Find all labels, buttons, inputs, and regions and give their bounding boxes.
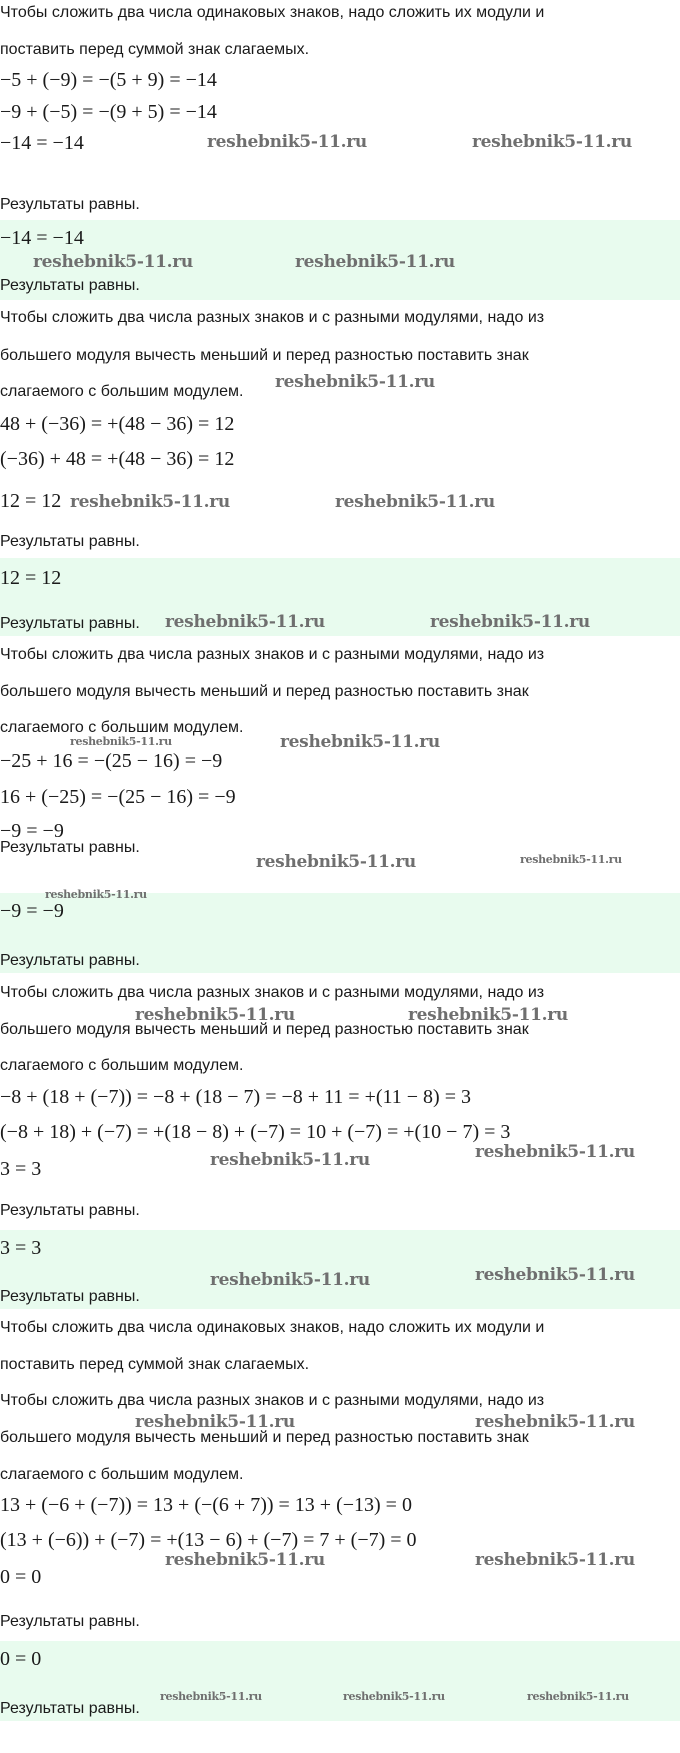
rule-text: большего модуля вычесть меньший и перед разностью поставить знак — [0, 683, 529, 700]
watermark: reshebnik5-11.ru — [70, 735, 172, 748]
answer-equation: −9 = −9 — [0, 900, 64, 922]
watermark: reshebnik5-11.ru — [280, 732, 440, 752]
result-text: Результаты равны. — [0, 1613, 140, 1630]
rule-text: Чтобы сложить два числа одинаковых знаков, надо сложить их модули и — [0, 1319, 545, 1336]
watermark: reshebnik5-11.ru — [295, 252, 455, 272]
rule-text: Чтобы сложить два числа разных знаков и с разными модулями, надо из — [0, 984, 545, 1001]
rule-text: Чтобы сложить два числа разных знаков и с разными модулями, надо из — [0, 646, 545, 663]
equation: −14 = −14 — [0, 132, 84, 154]
watermark: reshebnik5-11.ru — [207, 132, 367, 152]
watermark: reshebnik5-11.ru — [475, 1550, 635, 1570]
rule-text: Чтобы сложить два числа разных знаков и с разными модулями, надо из — [0, 1392, 545, 1409]
watermark: reshebnik5-11.ru — [430, 612, 590, 632]
rule-text: Чтобы сложить два числа разных знаков и с разными модулями, надо из — [0, 309, 545, 326]
watermark: reshebnik5-11.ru — [165, 1550, 325, 1570]
rule-text: большего модуля вычесть меньший и перед разностью поставить знак — [0, 347, 529, 364]
equation: −5 + (−9) = −(5 + 9) = −14 — [0, 69, 217, 91]
result-text: Результаты равны. — [0, 196, 140, 213]
answer-equation: 12 = 12 — [0, 567, 62, 589]
answer-result: Результаты равны. — [0, 1700, 140, 1717]
watermark: reshebnik5-11.ru — [135, 1005, 295, 1025]
equation: 3 = 3 — [0, 1158, 42, 1180]
watermark: reshebnik5-11.ru — [160, 1690, 262, 1703]
watermark: reshebnik5-11.ru — [343, 1690, 445, 1703]
equation: −9 = −9 — [0, 820, 64, 842]
rule-text: слагаемого с большим модулем. — [0, 1466, 244, 1483]
watermark: reshebnik5-11.ru — [135, 1412, 295, 1432]
rule-text: поставить перед суммой знак слагаемых. — [0, 41, 310, 58]
equation: 13 + (−6 + (−7)) = 13 + (−(6 + 7)) = 13 + (−13) = 0 — [0, 1494, 412, 1516]
result-text: Результаты равны. — [0, 839, 140, 856]
equation: 48 + (−36) = +(48 − 36) = 12 — [0, 413, 235, 435]
result-text: Результаты равны. — [0, 533, 140, 550]
watermark: reshebnik5-11.ru — [527, 1690, 629, 1703]
equation: (−8 + 18) + (−7) = +(18 − 8) + (−7) = 10 + (−7) = +(10 − 7) = 3 — [0, 1121, 511, 1143]
equation: 16 + (−25) = −(25 − 16) = −9 — [0, 786, 236, 808]
watermark: reshebnik5-11.ru — [275, 372, 435, 392]
watermark: reshebnik5-11.ru — [475, 1412, 635, 1432]
result-text: Результаты равны. — [0, 1202, 140, 1219]
watermark: reshebnik5-11.ru — [70, 492, 230, 512]
answer-result: Результаты равны. — [0, 615, 140, 632]
rule-text: поставить перед суммой знак слагаемых. — [0, 1356, 310, 1373]
rule-text: большего модуля вычесть меньший и перед разностью поставить знак — [0, 1021, 529, 1038]
watermark: reshebnik5-11.ru — [475, 1265, 635, 1285]
rule-text: слагаемого с большим модулем. — [0, 719, 244, 736]
answer-equation: −14 = −14 — [0, 227, 84, 249]
answer-equation: 0 = 0 — [0, 1648, 42, 1670]
watermark: reshebnik5-11.ru — [335, 492, 495, 512]
rule-text: слагаемого с большим модулем. — [0, 383, 244, 400]
watermark: reshebnik5-11.ru — [210, 1150, 370, 1170]
rule-text: Чтобы сложить два числа одинаковых знаков, надо сложить их модули и — [0, 4, 545, 21]
answer-box — [0, 893, 680, 973]
watermark: reshebnik5-11.ru — [472, 132, 632, 152]
watermark: reshebnik5-11.ru — [475, 1142, 635, 1162]
watermark: reshebnik5-11.ru — [520, 853, 622, 866]
equation: −25 + 16 = −(25 − 16) = −9 — [0, 750, 223, 772]
equation: (13 + (−6)) + (−7) = +(13 − 6) + (−7) = 7 + (−7) = 0 — [0, 1529, 417, 1551]
watermark: reshebnik5-11.ru — [408, 1005, 568, 1025]
answer-result: Результаты равны. — [0, 277, 140, 294]
answer-result: Результаты равны. — [0, 1288, 140, 1305]
watermark: reshebnik5-11.ru — [210, 1270, 370, 1290]
answer-equation: 3 = 3 — [0, 1237, 42, 1259]
watermark: reshebnik5-11.ru — [165, 612, 325, 632]
watermark: reshebnik5-11.ru — [45, 888, 147, 901]
equation: 12 = 12 — [0, 490, 62, 512]
rule-text: большего модуля вычесть меньший и перед разностью поставить знак — [0, 1429, 529, 1446]
watermark: reshebnik5-11.ru — [33, 252, 193, 272]
answer-result: Результаты равны. — [0, 952, 140, 969]
answer-box — [0, 1641, 680, 1721]
watermark: reshebnik5-11.ru — [256, 852, 416, 872]
equation: (−36) + 48 = +(48 − 36) = 12 — [0, 448, 235, 470]
equation: −9 + (−5) = −(9 + 5) = −14 — [0, 101, 217, 123]
equation: −8 + (18 + (−7)) = −8 + (18 − 7) = −8 + 11 = +(11 − 8) = 3 — [0, 1086, 471, 1108]
rule-text: слагаемого с большим модулем. — [0, 1057, 244, 1074]
equation: 0 = 0 — [0, 1566, 42, 1588]
